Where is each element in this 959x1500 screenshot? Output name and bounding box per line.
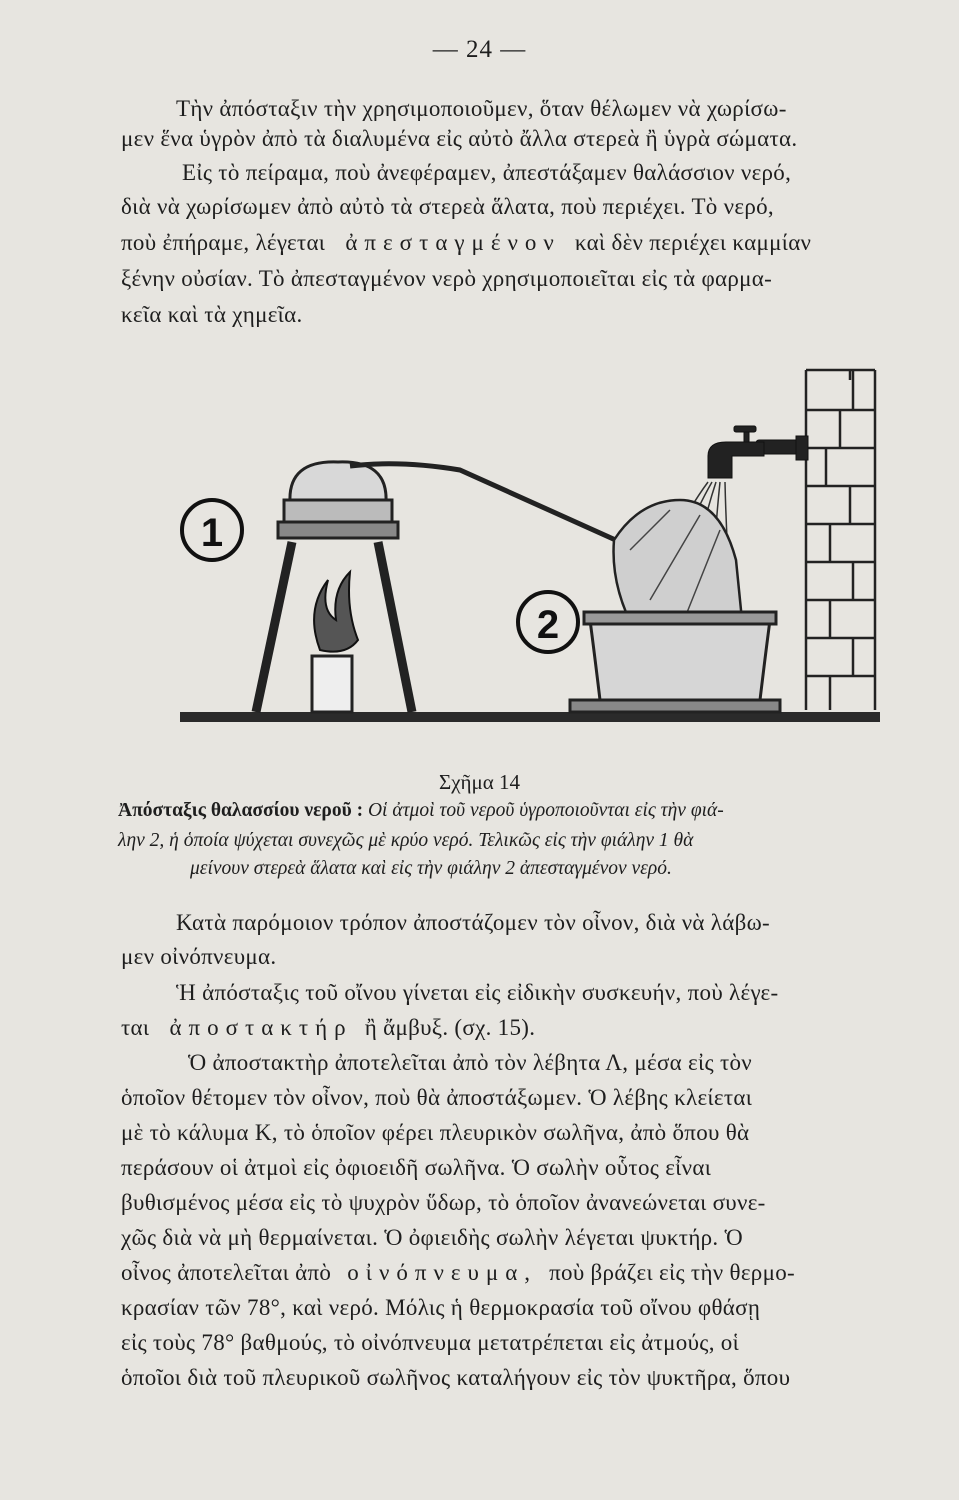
caption-line: λην 2, ἡ ὁποία ψύχεται συνεχῶς μὲ κρύο νερό. Τελικῶς εἰς τὴν φιάλην 1 θὰ [118, 830, 694, 851]
text-line [121, 1015, 535, 1041]
spaced-term: ἀπεσταγμένον [345, 230, 561, 255]
text-line: Ὁ ἀποστακτὴρ ἀποτελεῖται ἀπὸ τὸν λέβητα Λ, μέσα εἰς τὸν [188, 1050, 753, 1075]
text-line: Κατὰ παρόμοιον τρόπον ἀποστάζομεν τὸν οἶνον, διὰ νὰ λάβω- [176, 910, 771, 935]
text-line: μεν ἕνα ὑγρὸν ἀπὸ τὰ διαλυμένα εἰς αὐτὸ ἄλλα στερεὰ ἢ ὑγρὰ σώματα. [121, 126, 798, 151]
label-1: 1 [200, 511, 224, 555]
text-line: Ἡ ἀπόσταξις τοῦ οἴνου γίνεται εἰς εἰδικὴν συσκευήν, ποὺ λέγε- [176, 980, 779, 1005]
flask-1-icon [278, 462, 398, 538]
label-1-badge [182, 500, 242, 560]
spaced-term: οἰνόπνευμα, [347, 1260, 538, 1285]
text-line: βυθισμένος μέσα εἰς τὸ ψυχρὸν ὕδωρ, τὸ ὁποῖον ἀνανεώνεται συνε- [121, 1190, 766, 1215]
water-basin-icon [570, 612, 780, 712]
text-line: ὁποῖοι διὰ τοῦ πλευρικοῦ σωλῆνος καταλήγουν εἰς τὸν ψυκτῆρα, ὅπου [121, 1365, 791, 1390]
label-2: 2 [536, 603, 560, 647]
text-line: Τὴν ἀπόσταξιν τὴν χρησιμοποιοῦμεν, ὅταν θέλωμεν νὰ χωρίσω- [176, 96, 787, 121]
page-number: — 24 — [432, 36, 527, 63]
text-segment: ποὺ ἐπήραμε, λέγεται [121, 230, 326, 255]
caption-line [118, 800, 724, 822]
text-line: ὁποῖον θέτομεν τὸν οἶνον, ποὺ θὰ ἀποστάξωμεν. Ὁ λέβης κλείεται [121, 1085, 753, 1110]
caption-line: μείνουν στερεὰ ἅλατα καὶ εἰς τὴν φιάλην 2 ἀπεσταγμένον νερό. [190, 858, 672, 879]
text-line: μεν οἰνόπνευμα. [121, 944, 277, 969]
spaced-term: ἀποστακτήρ [169, 1015, 353, 1040]
text-line: διὰ νὰ χωρίσωμεν ἀπὸ αὐτὸ τὰ στερεὰ ἅλατα, ποὺ περιέχει. Τὸ νερό, [121, 194, 774, 219]
brick-wall [806, 370, 875, 710]
water-tap-icon [708, 426, 808, 478]
caption-segment: Οἱ ἀτμοὶ τοῦ νεροῦ ὑγροποιοῦνται εἰς τὴν φιά- [367, 800, 724, 821]
text-line: χῶς διὰ νὰ μὴ θερμαίνεται. Ὁ ὀφιειδὴς σωλὴν λέγεται ψυκτήρ. Ὁ [121, 1225, 744, 1250]
text-segment: καὶ δὲν περιέχει καμμίαν [574, 230, 812, 255]
text-segment: οἶνος ἀποτελεῖται ἀπὸ [121, 1260, 332, 1285]
text-line: ξένην οὐσίαν. Τὸ ἀπεσταγμένον νερὸ χρησιμοποιεῖται εἰς τὰ φαρμα- [121, 266, 773, 291]
text-line: μὲ τὸ κάλυμα Κ, τὸ ὁποῖον φέρει πλευρικὸν σωλῆνα, ἀπὸ ὅπου θὰ [121, 1120, 750, 1145]
text-line: κεῖα καὶ τὰ χημεῖα. [121, 302, 303, 327]
text-line [121, 230, 811, 256]
text-line [121, 1260, 795, 1286]
text-segment: ται [121, 1015, 150, 1040]
figure-title: Σχῆμα 14 [438, 770, 521, 794]
text-line: Εἰς τὸ πείραμα, ποὺ ἀνεφέραμεν, ἀπεστάξαμεν θαλάσσιον νερό, [182, 160, 792, 185]
distillation-figure [160, 350, 940, 760]
caption-lead: Ἀπόσταξις θαλασσίου νεροῦ : [118, 800, 364, 821]
text-line: περάσουν οἱ ἀτμοὶ εἰς ὀφιοειδῆ σωλῆνα. Ὁ σωλὴν οὗτος εἶναι [121, 1155, 712, 1180]
label-2-badge [518, 592, 578, 652]
text-line: εἰς τοὺς 78° βαθμούς, τὸ οἰνόπνευμα μετατρέπεται εἰς ἀτμούς, οἱ [121, 1330, 740, 1355]
text-line: κρασίαν τῶν 78°, καὶ νερό. Μόλις ἡ θερμοκρασία τοῦ οἴνου φθάσῃ [121, 1295, 761, 1320]
text-segment: ἢ ἄμβυξ. (σχ. 15). [364, 1015, 536, 1040]
text-segment: ποὺ βράζει εἰς τὴν θερμο- [549, 1260, 795, 1285]
burner-icon [312, 572, 358, 712]
